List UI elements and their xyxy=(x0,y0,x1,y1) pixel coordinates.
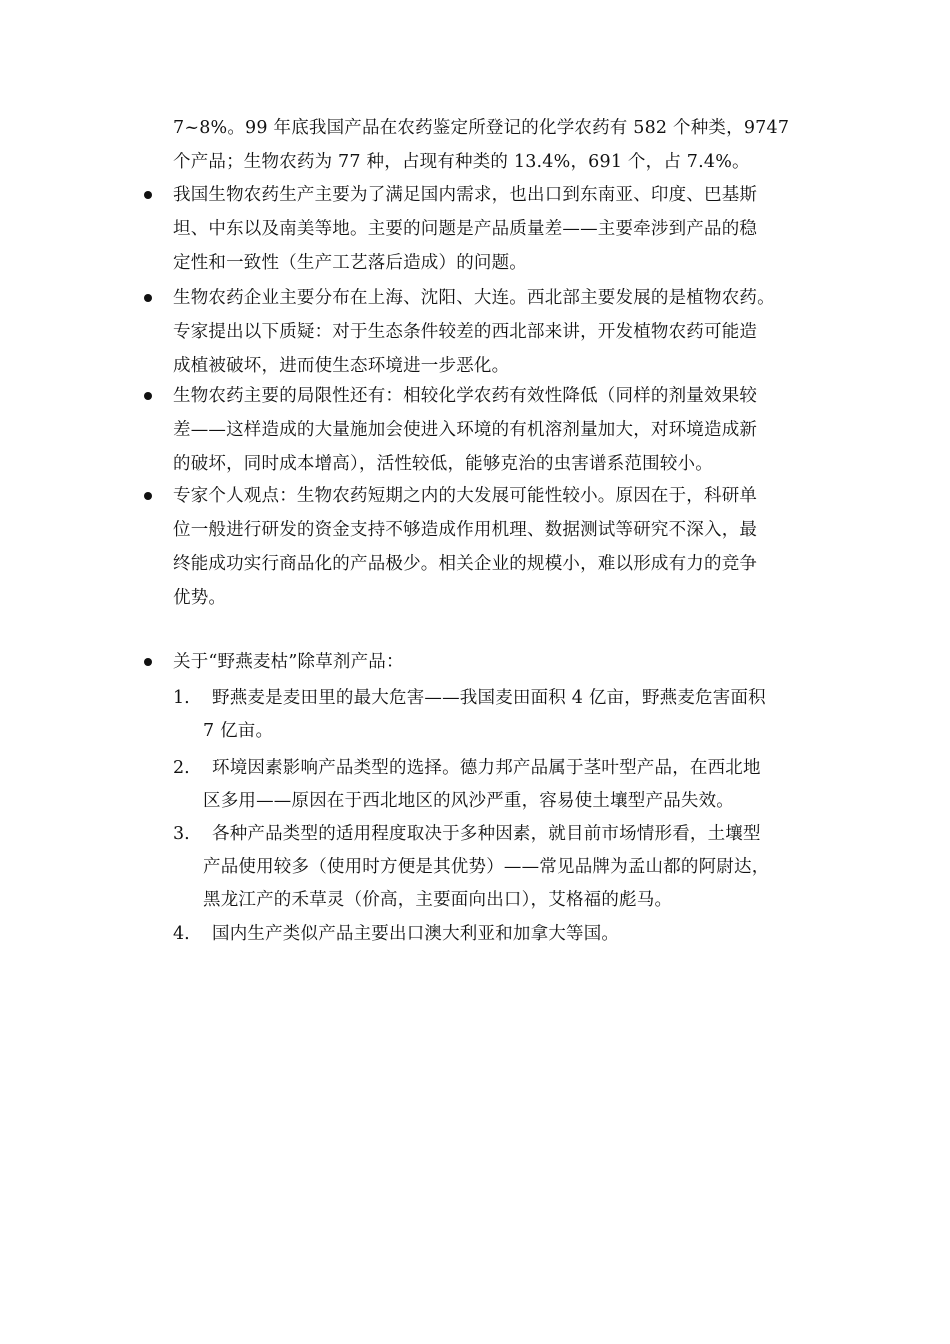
bullet-line: 生物农药主要的局限性还有：相较化学农药有效性降低（同样的剂量效果较 xyxy=(173,386,758,406)
item-number: 1. xyxy=(173,688,190,708)
bullet-line: 生物农药企业主要分布在上海、沈阳、大连。西北部主要发展的是植物农药。 xyxy=(173,288,775,308)
bullet-icon xyxy=(144,191,152,199)
item-line: 野燕麦是麦田里的最大危害——我国麦田面积 4 亿亩，野燕麦危害面积 xyxy=(212,688,766,708)
bullet-line: 我国生物农药生产主要为了满足国内需求，也出口到东南亚、印度、巴基斯 xyxy=(173,185,758,205)
bullet-line: 的破坏，同时成本增高），活性较低，能够克治的虫害谱系范围较小。 xyxy=(173,454,713,474)
bullet-icon xyxy=(144,658,152,666)
item-number: 3. xyxy=(173,824,190,844)
bullet-line: 定性和一致性（生产工艺落后造成）的问题。 xyxy=(173,253,527,273)
bullet-icon xyxy=(144,392,152,400)
bullet-line: 位一般进行研发的资金支持不够造成作用机理、数据测试等研究不深入，最 xyxy=(173,520,758,540)
item-line: 7 亿亩。 xyxy=(203,721,274,741)
item-line: 各种产品类型的适用程度取决于多种因素，就目前市场情形看，土壤型 xyxy=(212,824,761,844)
bullet-line: 优势。 xyxy=(173,588,227,608)
bullet-line: 终能成功实行商品化的产品极少。相关企业的规模小，难以形成有力的竞争 xyxy=(173,554,758,574)
section-heading: 关于“野燕麦枯”除草剂产品： xyxy=(173,652,404,672)
item-number: 4. xyxy=(173,924,190,944)
bullet-line: 成植被破坏，进而使生态环境进一步恶化。 xyxy=(173,356,510,376)
intro-line: 7~8%。99 年底我国产品在农药鉴定所登记的化学农药有 582 个种类，9747 xyxy=(173,118,790,138)
bullet-line: 坦、中东以及南美等地。主要的问题是产品质量差——主要牵涉到产品的稳 xyxy=(173,219,758,239)
bullet-line: 专家提出以下质疑：对于生态条件较差的西北部来讲，开发植物农药可能造 xyxy=(173,322,758,342)
item-line: 产品使用较多（使用时方便是其优势）——常见品牌为孟山都的阿尉达， xyxy=(203,857,770,877)
item-line: 黑龙江产的禾草灵（价高，主要面向出口），艾格福的彪马。 xyxy=(203,890,673,910)
bullet-icon xyxy=(144,492,152,500)
bullet-line: 专家个人观点：生物农药短期之内的大发展可能性较小。原因在于，科研单 xyxy=(173,486,758,506)
item-number: 2. xyxy=(173,758,190,778)
item-line: 国内生产类似产品主要出口澳大利亚和加拿大等国。 xyxy=(212,924,620,944)
item-line: 环境因素影响产品类型的选择。德力邦产品属于茎叶型产品，在西北地 xyxy=(212,758,761,778)
intro-line: 个产品；生物农药为 77 种，占现有种类的 13.4%，691 个，占 7.4%。 xyxy=(173,152,750,172)
item-line: 区多用——原因在于西北地区的风沙严重，容易使土壤型产品失效。 xyxy=(203,791,734,811)
bullet-line: 差——这样造成的大量施加会使进入环境的有机溶剂量加大，对环境造成新 xyxy=(173,420,758,440)
bullet-icon xyxy=(144,294,152,302)
